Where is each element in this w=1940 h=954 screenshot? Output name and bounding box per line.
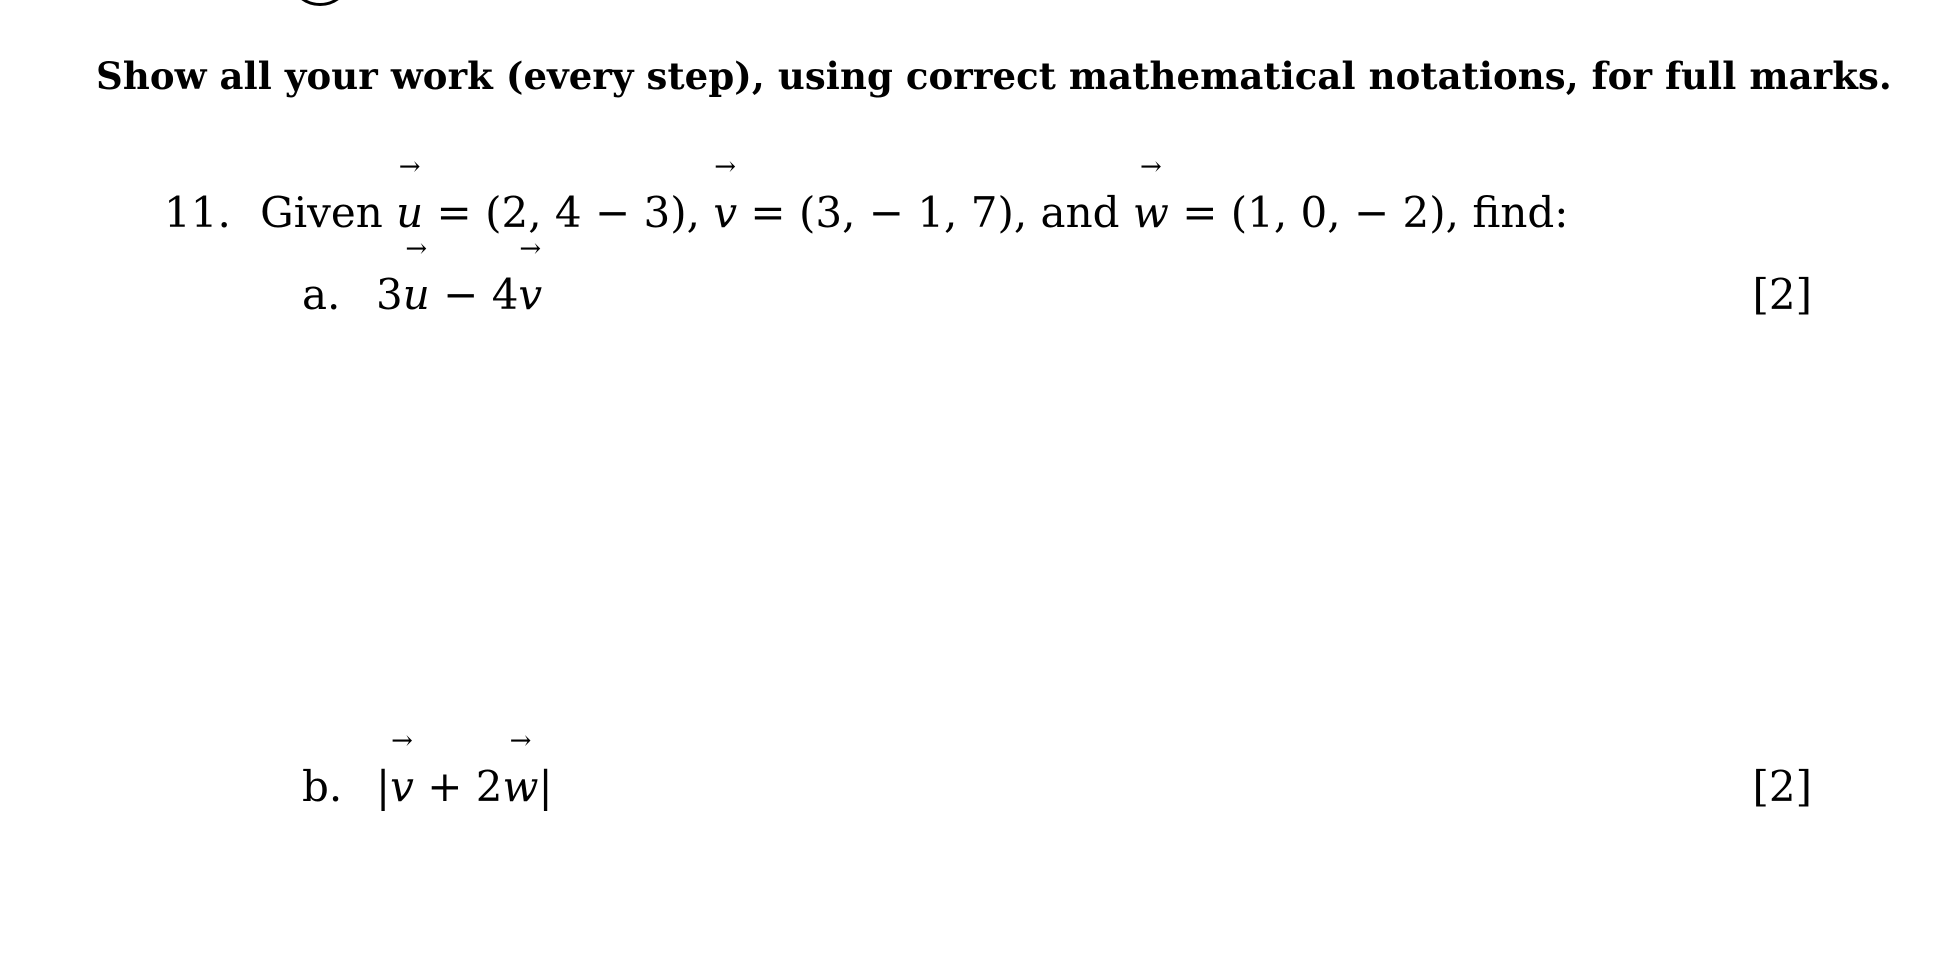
question-11	[164, 152, 1569, 237]
part-a	[302, 234, 543, 319]
vector-v: → v	[390, 726, 414, 811]
vector-arrow-icon: →	[398, 152, 421, 182]
vector-arrow-icon: →	[1139, 152, 1162, 182]
part-b-label: b.	[302, 762, 343, 811]
vector-w: → w	[1132, 152, 1169, 237]
circle-fragment	[288, 0, 352, 6]
vector-v: → v	[713, 152, 738, 237]
part-b-expression: | → v + 2 → w|	[376, 726, 553, 811]
vector-u: → u	[402, 234, 430, 319]
part-b	[302, 726, 553, 811]
part-a-marks: [2]	[1752, 270, 1812, 319]
vector-w: → w	[502, 726, 539, 811]
part-a-expression: 3 → u − 4 → v	[376, 234, 543, 319]
vector-v-value: = (3, − 1, 7), and	[737, 188, 1120, 237]
vector-w-value: = (1, 0, − 2), find:	[1168, 188, 1569, 237]
question-given: Given	[260, 188, 383, 237]
vector-arrow-icon: →	[405, 234, 428, 264]
part-b-marks: [2]	[1752, 762, 1812, 811]
vector-u-value: = (2, 4 − 3),	[423, 188, 700, 237]
vector-arrow-icon: →	[714, 152, 737, 182]
question-number: 11.	[164, 188, 231, 237]
vector-arrow-icon: →	[391, 726, 413, 756]
part-a-label: a.	[302, 270, 341, 319]
vector-v: → v	[518, 234, 543, 319]
vector-u: → u	[396, 152, 424, 237]
instructions-text: Show all your work (every step), using correct mathematical notations, for full marks.	[96, 54, 1892, 98]
vector-arrow-icon: →	[509, 726, 532, 756]
vector-arrow-icon: →	[519, 234, 542, 264]
